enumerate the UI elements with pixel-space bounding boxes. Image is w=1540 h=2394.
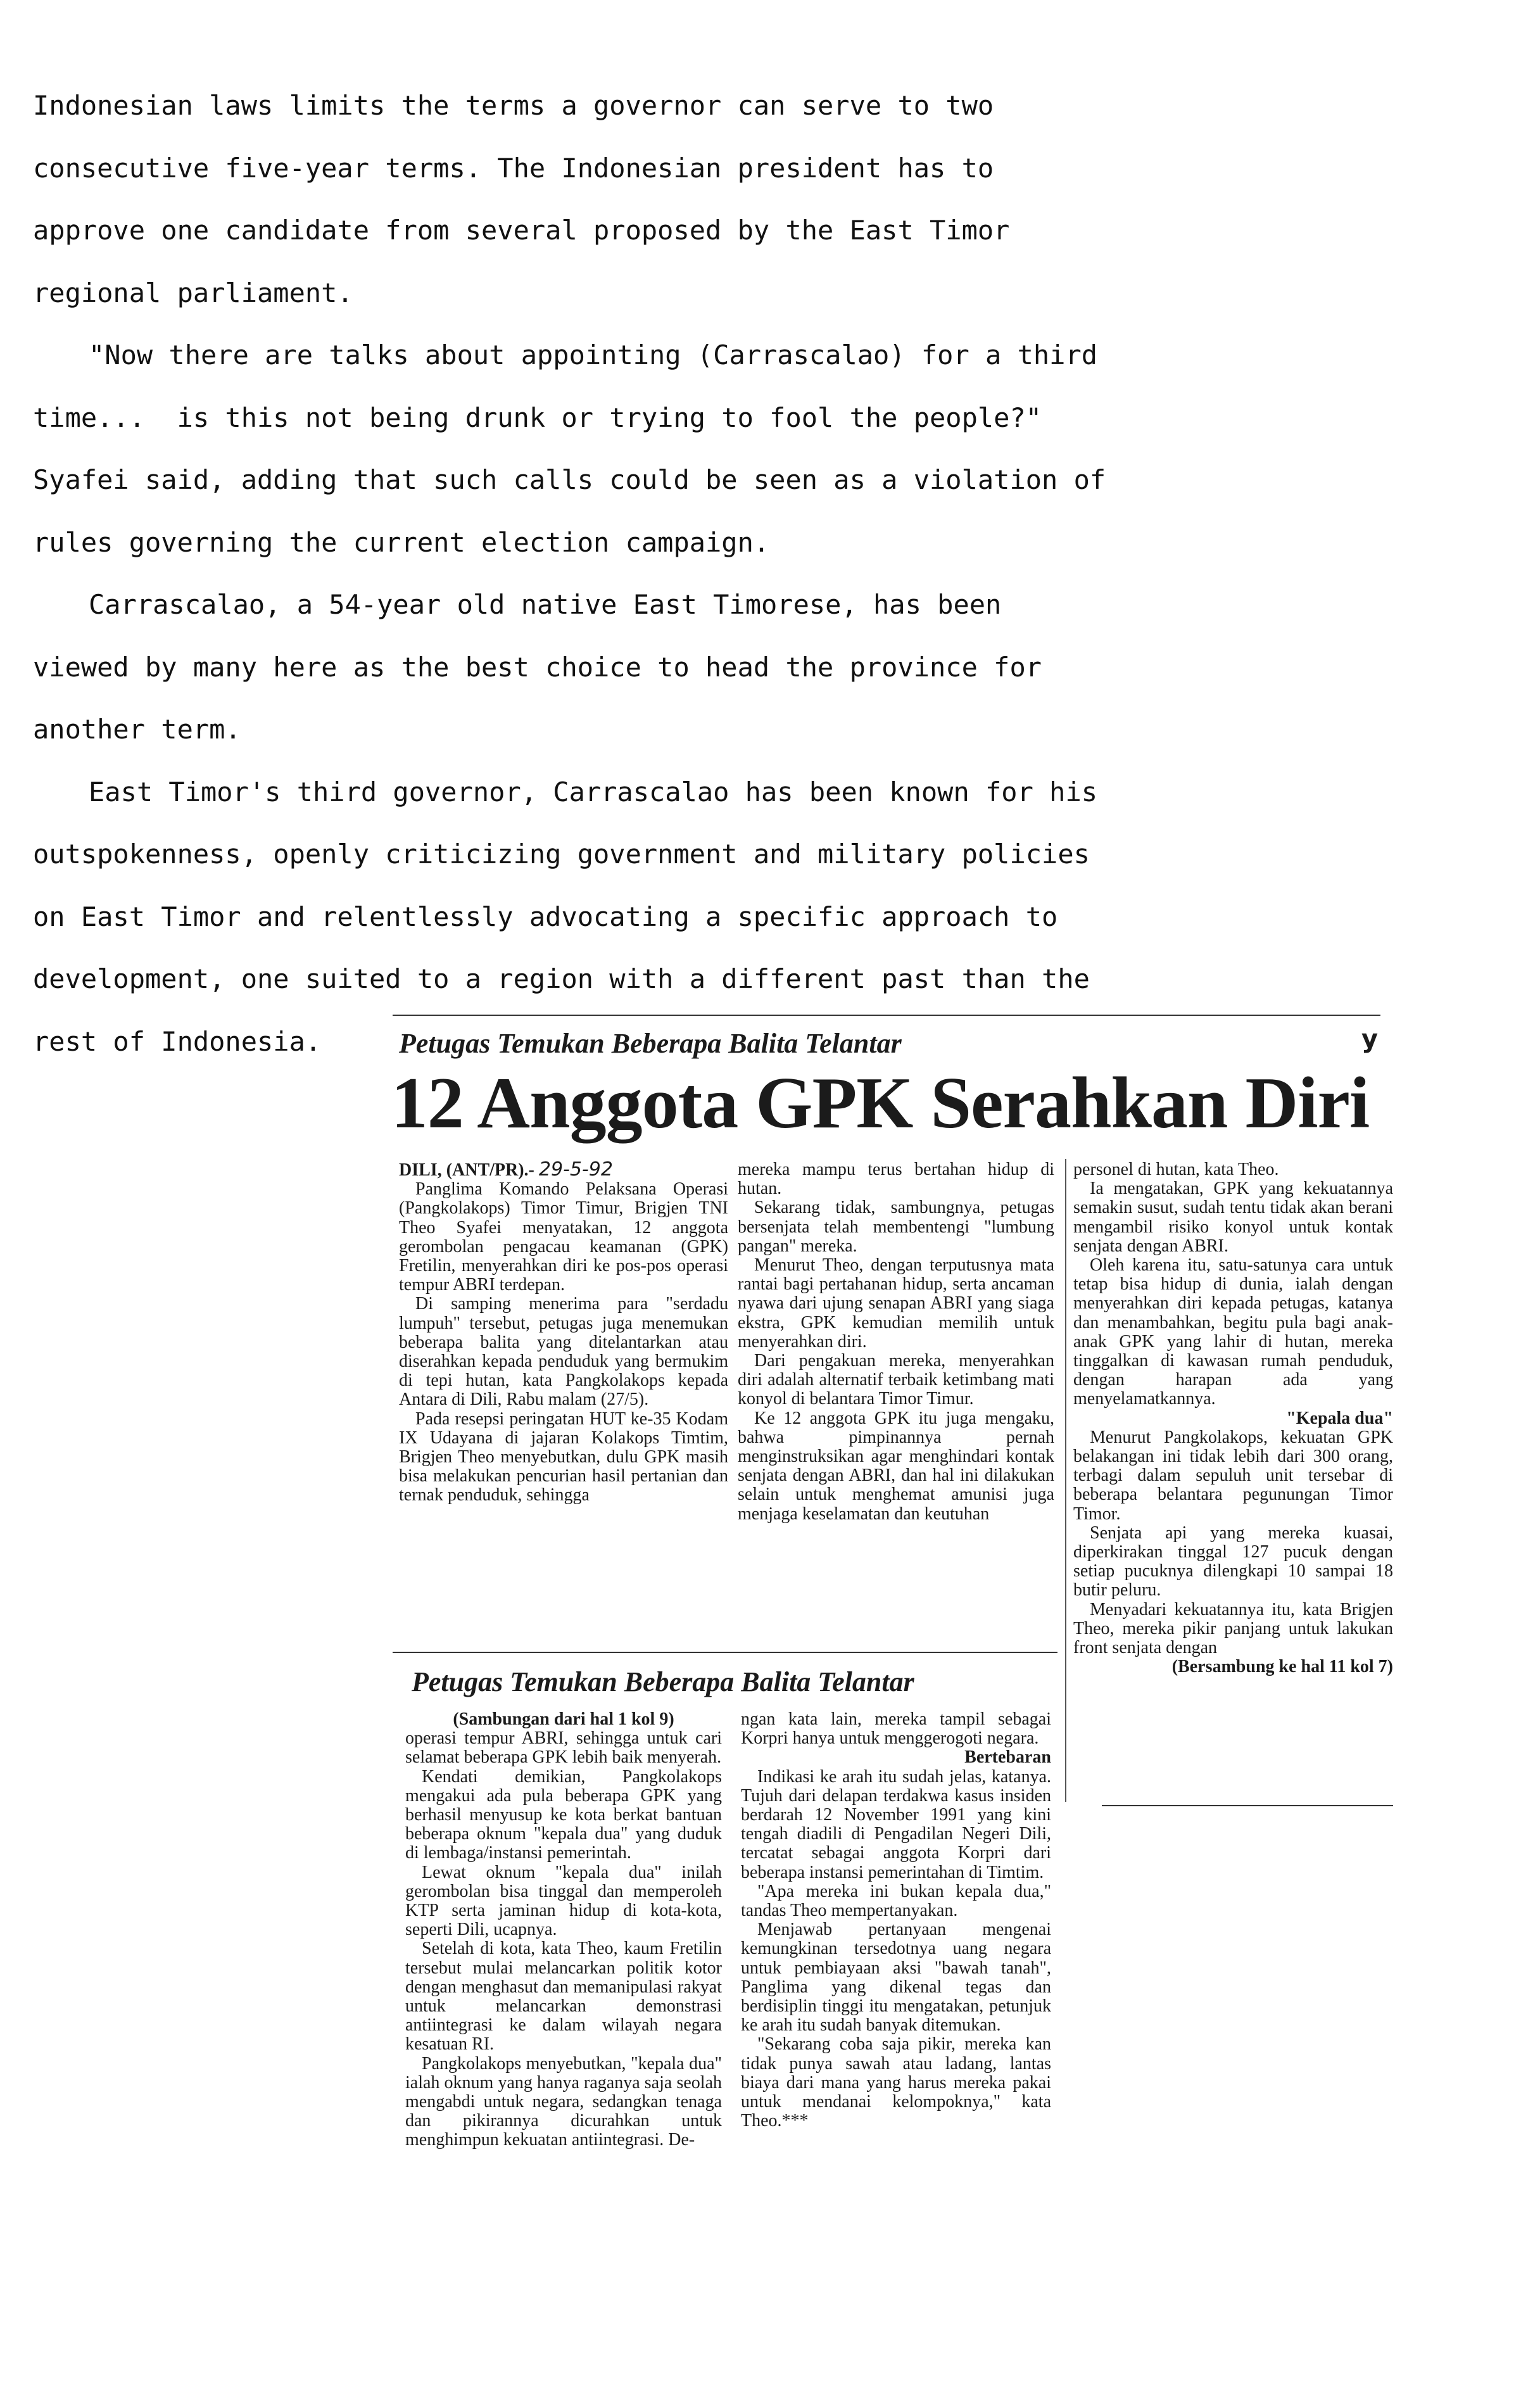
typed-line: development, one suited to a region with a different past than the — [33, 963, 1090, 994]
paragraph: Pangkolakops menyebutkan, "kepala dua" ialah oknum yang hanya raganya saja seolah mengabdi untuk negara, sedangkan tenaga dan pikirannya dicurahkan untuk menghimpun kekuatan antiintegrasi. De- — [405, 2053, 722, 2150]
paragraph: ngan kata lain, mereka tampil sebagai Korpri hanya untuk menggerogoti negara. — [741, 1709, 1051, 1749]
paragraph: Ia mengatakan, GPK yang kekuatannya semakin susut, sudah tentu tidak akan berani mengambil risiko konyol untuk kontak senjata dengan ABRI. — [1073, 1179, 1393, 1256]
paragraph: Menurut Pangkolakops, kekuatan GPK belakangan ini tidak lebih dari 300 orang, terbagi dalam sepuluh unit tersebar di beberapa belantara pegunungan Timor Timor. — [1073, 1427, 1393, 1524]
typed-line: rest of Indonesia. — [33, 1025, 322, 1057]
paragraph: Menyadari kekuatannya itu, kata Brigjen Theo, mereka pikir panjang untuk lakukan front senjata dengan — [1073, 1599, 1393, 1658]
continuation-kicker: Petugas Temukan Beberapa Balita Telantar — [412, 1666, 914, 1697]
typed-line: consecutive five-year terms. The Indonesian president has to — [33, 152, 994, 184]
paragraph: Ke 12 anggota GPK itu juga mengaku, bahwa pimpinannya pernah menginstruksikan agar menghindari kontak senjata dengan ABRI, dan hal ini dilakukan selain untuk menghemat amunisi juga menjaga keselamatan dan keutuhan — [738, 1408, 1054, 1524]
continued-to-note: (Bersambung ke hal 11 kol 7) — [1171, 1657, 1393, 1677]
paragraph: "Apa mereka ini bukan kepala dua," tandas Theo mempertanyakan. — [741, 1881, 1051, 1921]
paragraph: Panglima Komando Pelaksana Operasi (Pangkolakops) Timor Timur, Brigjen TNI Theo Syafei menyatakan, 12 anggota gerombolan pengacau keamanan (GPK) Fretilin, menyerahkan diri ke pos-pos operasi tempur ABRI terdepan. — [399, 1179, 728, 1295]
subhead-kepala-dua: "Kepala dua" — [1286, 1408, 1393, 1428]
paragraph: Menurut Theo, dengan terputusnya mata rantai bagi pertahanan hidup, serta ancaman nyawa dari ujung senapan ABRI yang siaga ekstra, GPK kemudian memilih untuk menyerahkan diri. — [738, 1255, 1054, 1352]
column-5 — [741, 1710, 1051, 2131]
typed-line: Syafei said, adding that such calls could be seen as a violation of — [33, 464, 1106, 495]
paragraph: Di samping menerima para "serdadu lumpuh" tersebut, petugas juga menemukan beberapa balita yang ditelantarkan atau diserahkan kepada penduduk yang bermukim di tepi hutan, kata Pangkolakops kepada Antara di Dili, Rabu malam (27/5). — [399, 1294, 728, 1410]
paragraph: Lewat oknum "kepala dua" inilah gerombolan bisa tinggal dan memperoleh KTP serta jaminan hidup di kota-kota, seperti Dili, ucapnya. — [405, 1862, 722, 1940]
paragraph: Indikasi ke arah itu sudah jelas, katanya. Tujuh dari delapan terdakwa kasus insiden berdarah 12 November 1991 yang kini tengah diadili di Pengadilan Negeri Dili, tercatat sebagai anggota Korpri dari beberapa instansi pemerintahan di Timtim. — [741, 1766, 1051, 1882]
paragraph: Dari pengakuan mereka, menyerahkan diri adalah alternatif terbaik ketimbang mati konyol di belantara Timor Timur. — [738, 1351, 1054, 1409]
typed-line: on East Timor and relentlessly advocating a specific approach to — [33, 901, 1058, 932]
column-divider — [1065, 1159, 1066, 1802]
typed-line: another term. — [33, 714, 241, 745]
typed-line: rules governing the current election campaign. — [33, 526, 770, 558]
paragraph: Pada resepsi peringatan HUT ke-35 Kodam IX Udayana di jajaran Kolakops Timtim, Brigjen Theo menyebutkan, dulu GPK masih bisa melakukan pencurian hasil pertanian dan ternak penduduk, sehingga — [399, 1409, 728, 1505]
paragraph: mereka mampu terus bertahan hidup di hutan. — [738, 1160, 1054, 1199]
paragraph: operasi tempur ABRI, sehingga untuk cari selamat beberapa GPK lebih baik menyerah. — [405, 1728, 722, 1768]
typed-line: Indonesian laws limits the terms a governor can serve to two — [33, 90, 994, 121]
continued-from-note: (Sambungan dari hal 1 kol 9) — [453, 1709, 674, 1729]
paragraph: Setelah di kota, kata Theo, kaum Fretilin tersebut mulai melancarkan politik kotor dengan menghasut dan memanipulasi rakyat untuk melancarkan demonstrasi antiintegrasi ke dalam wilayah negara kesatuan RI. — [405, 1939, 722, 2055]
newspaper-clipping — [386, 1013, 1412, 2375]
article-kicker: Petugas Temukan Beberapa Balita Telantar — [399, 1028, 902, 1059]
typed-text-block — [33, 75, 1236, 1073]
handwritten-date: 29-5-92 — [538, 1158, 613, 1181]
typed-line: regional parliament. — [33, 277, 353, 308]
paragraph: "Sekarang coba saja pikir, mereka kan tidak punya sawah atau ladang, lantas biaya dari mana yang harus mereka pakai untuk mendanai kelompoknya," kata Theo.*** — [741, 2034, 1051, 2131]
column-3 — [1073, 1160, 1393, 1676]
paragraph: Oleh karena itu, satu-satunya cara untuk tetap bisa hidup di dunia, ialah dengan menyerahkan diri kepada petugas, katanya dan menambahkan, begitu pula bagi anak-anak GPK yang lahir di hutan, mereka tinggalkan di kawasan rumah penduduk, dengan harapan ada yang menyelamatkannya. — [1073, 1255, 1393, 1409]
column-4 — [405, 1710, 722, 2150]
column-1 — [399, 1160, 728, 1505]
column-2 — [738, 1160, 1054, 1524]
paragraph: personel di hutan, kata Theo. — [1073, 1160, 1279, 1179]
article-headline: 12 Anggota GPK Serahkan Diri — [391, 1063, 1370, 1144]
typed-line: outspokenness, openly criticizing government and military policies — [33, 839, 1090, 870]
top-rule — [393, 1015, 1380, 1016]
typed-line: time... is this not being drunk or trying to fool the people?" — [33, 402, 1042, 433]
corner-mark: y — [1361, 1025, 1379, 1054]
typed-line: viewed by many here as the best choice to head the province for — [33, 651, 1042, 683]
subhead-bertebaran: Bertebaran — [964, 1747, 1051, 1768]
end-rule — [1102, 1805, 1393, 1806]
paragraph: Menjawab pertanyaan mengenai kemungkinan tersedotnya uang negara untuk pembiayaan aksi "bawah tanah", Panglima yang dikenal tegas dan berdisiplin tinggi itu mengatakan, petunjuk ke arah itu sudah banyak ditemukan. — [741, 1920, 1051, 2036]
paragraph: Kendati demikian, Pangkolakops mengakui ada pula beberapa GPK yang berhasil menyusup ke kota berkat bantuan beberapa oknum "kepala dua" yang duduk di lembaga/instansi pemerintah. — [405, 1766, 722, 1863]
paragraph: Sekarang tidak, sambungnya, petugas bersenjata telah membentengi "lumbung pangan" mereka. — [738, 1198, 1054, 1256]
typed-line: East Timor's third governor, Carrascalao has been known for his — [89, 776, 1098, 808]
section-rule — [393, 1652, 1057, 1653]
paragraph: Senjata api yang mereka kuasai, diperkirakan tinggal 127 pucuk dengan setiap pucuknya dilengkapi 10 sampai 18 butir peluru. — [1073, 1523, 1393, 1600]
typed-line: approve one candidate from several proposed by the East Timor — [33, 215, 1010, 246]
typed-line: Carrascalao, a 54-year old native East Timorese, has been — [89, 589, 1002, 620]
dateline: DILI, (ANT/PR).- — [399, 1160, 534, 1180]
typed-line: "Now there are talks about appointing (Carrascalao) for a third — [89, 339, 1098, 370]
